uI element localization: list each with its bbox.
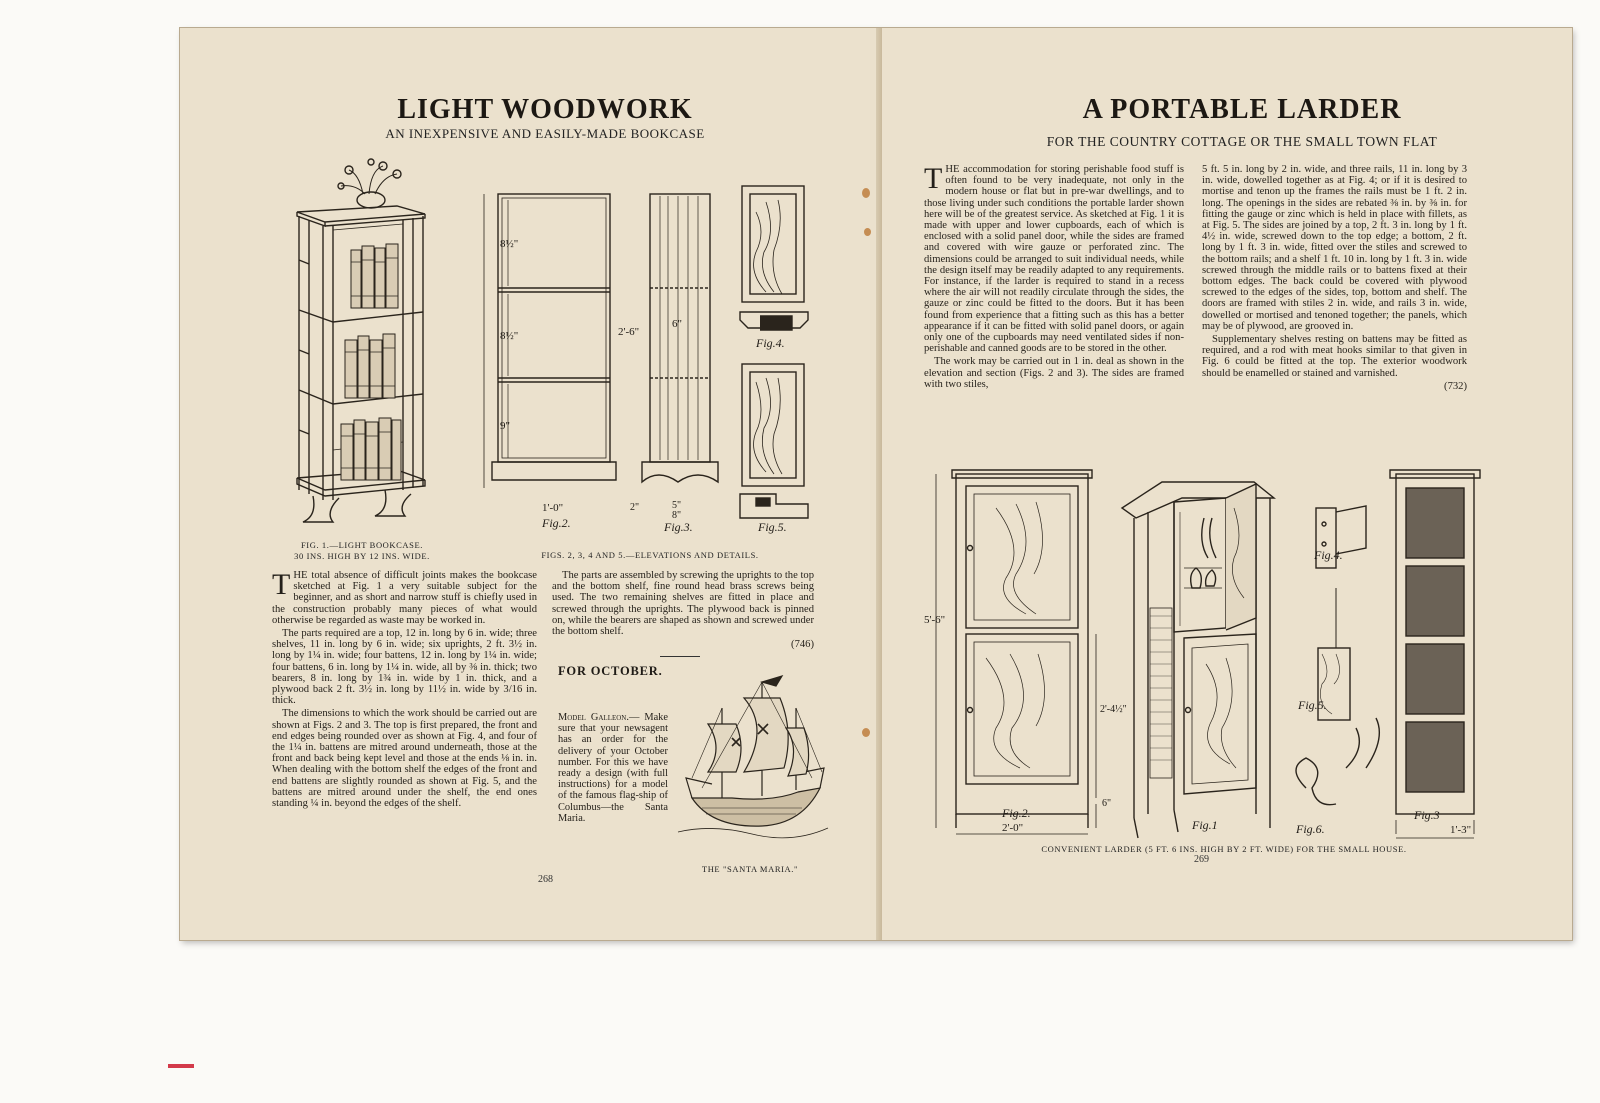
fig4-label: Fig.4. — [756, 336, 785, 350]
magazine-spread — [180, 28, 1572, 940]
october-divider — [660, 656, 700, 657]
left-column-article — [272, 570, 537, 811]
larder-fig3-label: Fig.3 — [1414, 808, 1440, 822]
october-notice — [558, 712, 668, 824]
fig3-section-drawing — [638, 188, 728, 528]
paragraph-2: The parts required are a top, 12 in. long by 6 in. wide; three shelves, 11 in. long by 6 in. wide; six uprights, 2 ft. 3½ in. long by 1¼ in. wide; four battens, 12 in. long by 1¼ in. wide; four battens, 6 in. long by 1¼ in. wide, all by ⅜ in. thick; two bearers, 8 in. long by 1¾ in. wide by 1 in. thick, and a plywood back 2 ft. 3½ in. long by 11½ in. wide by 3/16 in. thick. — [272, 628, 537, 707]
october-lead: Model Galleon.— — [558, 712, 640, 723]
dim-5: 5" — [672, 500, 682, 511]
october-heading: FOR OCTOBER. — [558, 664, 663, 678]
fig5-label: Fig.5. — [758, 520, 787, 534]
assembly-paragraph: The parts are assembled by screwing the uprights to the top and the bottom shelf, fine round head brass screws being used. The two remaining shelves are fitted in place and screwed through the uprights. The plywood back is pinned on, while the bearers are shaped as shown and screwed under the bottom shelf. — [552, 570, 814, 638]
left-page — [180, 28, 882, 940]
larder-column-2 — [1202, 164, 1467, 392]
dim-height: 2'-6" — [618, 326, 640, 338]
larder-fig5-label: Fig.5. — [1298, 698, 1327, 712]
right-page-number: 269 — [1194, 854, 1209, 865]
figs-caption: FIGS. 2, 3, 4 AND 5.—ELEVATIONS AND DETAILS. — [541, 550, 759, 560]
larder-column-1 — [924, 164, 1184, 392]
right-page-subtitle: FOR THE COUNTRY COTTAGE OR THE SMALL TOWN FLAT — [1046, 134, 1438, 149]
larder-fig6-label: Fig.6. — [1296, 822, 1325, 836]
larder-paragraph-3: 5 ft. 5 in. long by 2 in. wide, and three rails, 11 in. long by 3 in. wide, dowelled together as at Fig. 4; or if it is desired to mortise and tenon up the frames the rails must be 1 ft. 2 in. long. The openings in the sides are rebated ⅜ in. by ⅜ in. for fitting the gauge or zinc which is held in place with fillets, as at Fig. 5. The sides are joined by a top, 2 ft. 3 in. long by 1 ft. 4½ in. wide, screwed down to the top edge; a bottom, 2 ft. long by 1 ft. 3 in. wide, fitted over the stiles and screwed to the bottom rails; and a shelf 1 ft. 10 in. long by 1 ft. 3 in. wide screwed through the middle rails or to battens fixed at their bottom edges. The back could be covered with plywood screwed to the edges of the sides, top, bottom and shelf. The doors are framed with stiles 2 in. wide, and rails 3 in. wide, dowelled or mortised and tenoned together; the panels, which may be of plywood, are grooved in. — [1202, 164, 1467, 332]
larder-caption: CONVENIENT LARDER (5 FT. 6 INS. HIGH BY 2 FT. WIDE) FOR THE SMALL HOUSE. — [1041, 844, 1407, 854]
rust-stain-middle — [864, 228, 871, 236]
ship-caption: THE "SANTA MARIA." — [701, 864, 799, 874]
santa-maria-ship-illustration — [672, 668, 832, 848]
dropcap: T — [272, 568, 291, 601]
dim-larder-door: 2'-4½" — [1100, 704, 1127, 715]
october-text: Make sure that your newsagent has an order for the delivery of your October number. For this we have ready a design (with full instructions) for a model of the famous flag-ship of Columbus—the Santa Maria. — [558, 712, 668, 824]
paragraph-1: HE total absence of difficult joints makes the bookcase sketched at Fig. 1 a very suitable subject for the beginner, and as short and narrow stuff is chiefly used in the construction probably many pieces of what would otherwise be regarded as waste may be worked in. — [272, 570, 537, 626]
dim-larder-6: 6" — [1102, 798, 1112, 809]
dim-8-5-upper: 8½" — [500, 238, 519, 250]
right-page — [882, 28, 1572, 940]
bookcase-illustration — [285, 150, 445, 530]
dim-9: 9" — [500, 420, 510, 432]
dim-larder-width: 2'-0" — [1002, 822, 1024, 834]
rust-stain-top — [862, 188, 870, 198]
red-mark — [168, 1064, 194, 1068]
dim-width: 1'-0" — [542, 502, 564, 514]
article-ref-746: (746) — [791, 639, 814, 651]
article-ref-732: (732) — [1444, 380, 1467, 392]
dim-6: 6" — [672, 318, 682, 330]
larder-fig1-label: Fig.1 — [1192, 818, 1218, 832]
dim-2: 2" — [630, 502, 640, 513]
dim-larder-height: 5'-6" — [924, 614, 946, 626]
dim-8-5-lower: 8½" — [500, 330, 519, 342]
larder-paragraph-4: Supplementary shelves resting on battens may be fitted as required, and a rod with meat hooks similar to that given in Fig. 6 could be fitted at the top. The exterior woodwork should be enamelled or stained and varnished. — [1202, 334, 1467, 379]
dim-larder-depth: 1'-3" — [1450, 824, 1472, 836]
larder-paragraph-1: HE accommodation for storing perishable food stuff is often found to be very inadequate, not only in the modern house or flat but in pre-war dwellings, and to those living under such conditions the portable larder shown here will be of the greatest service. As sketched at Fig. 1 it is made with upper and lower cupboards, each of which is enclosed with a solid panel door, while the sides are framed and covered with wire gauze or perforated zinc. The dimensions could be arranged to suit individual needs, while the design itself may be readily adapted to any requirements. For instance, if the larder is required to stand in a recess where the air will not readily circulate through the sides, the gauze or zinc could be fitted to the doors. But it has been found from experience that a fitting such as this has a better appearance if it can be fitted with solid panel doors, or again only one of the cupboards may need ventilated sides if non-perishable and canned goods are to be stored in the other. — [924, 164, 1184, 355]
fig2-label: Fig.2. — [542, 516, 571, 530]
paragraph-3: The dimensions to which the work should be carried out are shown at Figs. 2 and 3. The top is first prepared, the front and end edges being rounded over as shown at Fig. 4, and four of the 1¼ in. battens are mitred around underneath, those at the front and back being kept level and those at the ends ⅛ in. in. When dealing with the bottom shelf the edges of the front and end battens are slightly rounded as shown at Fig. 5, and the battens are mitred around under the shelf, the end ones standing ¼ in. beyond the edges of the shelf. — [272, 708, 537, 810]
larder-illustrations — [926, 468, 1486, 848]
left-page-number: 268 — [538, 874, 553, 885]
right-column-article — [552, 570, 814, 650]
right-page-title: A PORTABLE LARDER — [1082, 94, 1402, 125]
fig1-caption-line1: FIG. 1.—LIGHT BOOKCASE. — [300, 540, 424, 550]
left-page-title: LIGHT WOODWORK — [397, 94, 693, 125]
left-page-subtitle: AN INEXPENSIVE AND EASILY-MADE BOOKCASE — [385, 126, 705, 141]
larder-paragraph-2: The work may be carried out in 1 in. deal as shown in the elevation and section (Figs. 2 and 3). The sides are framed with two stiles, — [924, 356, 1184, 390]
larder-dropcap: T — [924, 162, 943, 195]
larder-fig4-label: Fig.4. — [1314, 548, 1343, 562]
fig1-caption-line2: 30 INS. HIGH BY 12 INS. WIDE. — [294, 551, 430, 561]
larder-fig2-label: Fig.2. — [1002, 806, 1031, 820]
rust-stain-bottom — [862, 728, 870, 737]
dim-8: 8" — [672, 510, 682, 521]
fig4-fig5-details-drawing — [736, 182, 816, 522]
fig3-label: Fig.3. — [664, 520, 693, 534]
